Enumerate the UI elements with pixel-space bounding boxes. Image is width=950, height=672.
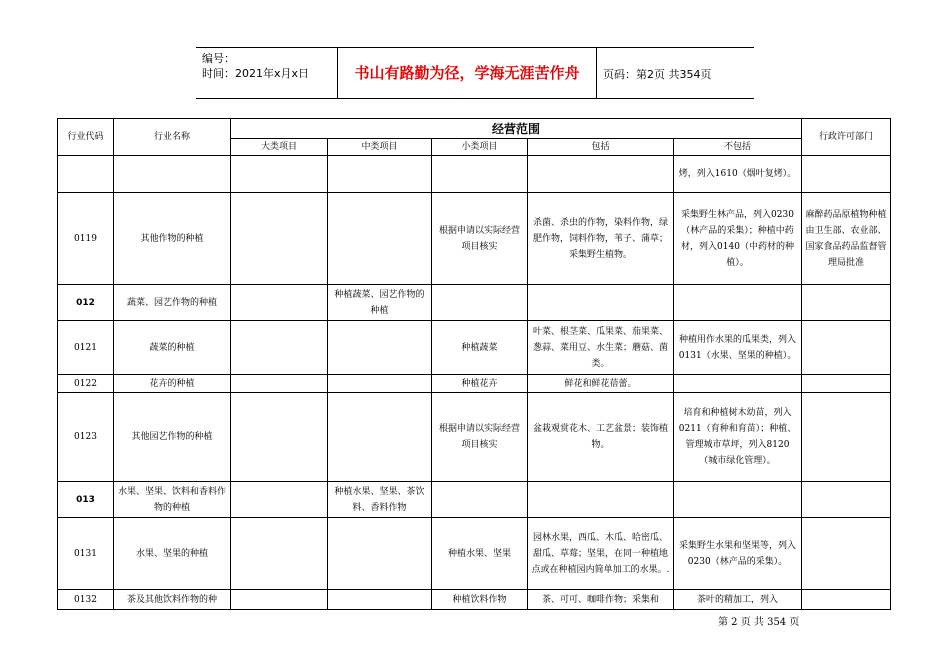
cell-large [231,156,328,193]
col-scope-header: 经营范围 [231,119,802,139]
cell-include: 杀菌、杀虫的作物，染料作物，绿肥作物，饲料作物，苇子、蒲草；采集野生植物。 [528,193,674,285]
cell-small: 种植水果、坚果 [432,518,528,590]
cell-exclude: 培育和种植树木幼苗，列入0211（育种和育苗）；种植、管理城市草坪，列入8120（城市绿化管理）。 [674,393,802,482]
col-code-header: 行业代码 [58,119,114,156]
cell-small: 种植花卉 [432,375,528,393]
cell-name: 水果、坚果的种植 [114,518,231,590]
sub-mid-header: 中类项目 [328,139,432,156]
cell-exclude: 采集野生林产品，列入0230（林产品的采集）；种植中药材，列入0140（中药材的种植）。 [674,193,802,285]
code-label: 编号： [202,52,235,65]
cell-mid [328,321,432,375]
header-info [202,51,338,81]
cell-exclude [674,375,802,393]
cell-exclude: 茶叶的精加工，列入 [674,590,802,610]
cell-exclude [674,482,802,518]
cell-name: 蔬菜、园艺作物的种植 [114,285,231,321]
cell-mid: 种植水果、坚果、茶饮料、香料作物 [328,482,432,518]
cell-large [231,285,328,321]
cell-small: 种植饮料作物 [432,590,528,610]
table-row [58,285,891,321]
cell-admin [802,518,891,590]
cell-large [231,590,328,610]
cell-include [528,285,674,321]
cell-name [114,156,231,193]
cell-name: 花卉的种植 [114,375,231,393]
cell-admin [802,393,891,482]
table-row [58,518,891,590]
table-row [58,193,891,285]
table-row [58,590,891,610]
cell-large [231,482,328,518]
cell-admin [802,590,891,610]
cell-mid [328,375,432,393]
cell-small [432,482,528,518]
page-header [196,47,754,99]
cell-large [231,518,328,590]
table-row [58,393,891,482]
cell-include [528,482,674,518]
cell-code: 0119 [58,193,114,285]
page-footer: 第 2 页 共 354 页 [718,617,800,628]
cell-admin [802,156,891,193]
cell-exclude [674,285,802,321]
cell-include: 茶、可可、咖啡作物；采集和 [528,590,674,610]
cell-mid [328,156,432,193]
cell-admin: 麻醉药品原植物种植由卫生部、农业部、国家食品药品监督管理局批准 [802,193,891,285]
cell-include: 叶菜、根茎菜、瓜果菜、茄果菜、葱蒜、菜用豆、水生菜；蘑菇、菌类。 [528,321,674,375]
cell-small: 种植蔬菜 [432,321,528,375]
cell-large [231,375,328,393]
table-row [58,156,891,193]
time-label: 时间：2021年x月x日 [202,67,310,80]
sub-small-header: 小类项目 [432,139,528,156]
sub-include-header: 包括 [528,139,674,156]
sub-large-header: 大类项目 [231,139,328,156]
table-row [58,375,891,393]
cell-admin [802,375,891,393]
cell-small [432,156,528,193]
cell-name: 茶及其他饮料作物的种 [114,590,231,610]
table-row [58,321,891,375]
cell-exclude: 烤，列入1610（烟叶复烤）。 [674,156,802,193]
cell-name: 其他作物的种植 [114,193,231,285]
motto: 书山有路勤为径，学海无涯苦作舟 [337,48,597,98]
cell-exclude: 种植用作水果的瓜果类，列入0131（水果、坚果的种植）。 [674,321,802,375]
cell-include: 园林水果，西瓜、木瓜、哈密瓜、甜瓜、草莓；坚果，在同一种植地点或在种植园内简单加工的水果。. [528,518,674,590]
cell-admin [802,482,891,518]
cell-small: 根据申请以实际经营项目核实 [432,193,528,285]
cell-code: 0122 [58,375,114,393]
cell-name: 其他园艺作物的种植 [114,393,231,482]
cell-code: 0131 [58,518,114,590]
industry-table [57,118,891,610]
page-label: 页码：第2页 共354页 [603,68,712,81]
cell-include: 鲜花和鲜花蓓蕾。 [528,375,674,393]
cell-large [231,321,328,375]
cell-code: 012 [58,285,114,321]
cell-mid [328,393,432,482]
cell-include: 盆栽观赏花木、工艺盆景；装饰植物。 [528,393,674,482]
cell-code [58,156,114,193]
cell-name: 水果、坚果、饮料和香料作物的种植 [114,482,231,518]
cell-name: 蔬菜的种植 [114,321,231,375]
cell-mid [328,590,432,610]
table-row [58,482,891,518]
cell-admin [802,285,891,321]
cell-include [528,156,674,193]
col-name-header: 行业名称 [114,119,231,156]
cell-mid [328,193,432,285]
cell-mid [328,518,432,590]
col-admin-header: 行政许可部门 [802,119,891,156]
cell-large [231,193,328,285]
cell-small [432,285,528,321]
cell-exclude: 采集野生水果和坚果等，列入0230（林产品的采集）。 [674,518,802,590]
cell-code: 013 [58,482,114,518]
cell-code: 0121 [58,321,114,375]
cell-small: 根据申请以实际经营项目核实 [432,393,528,482]
cell-code: 0123 [58,393,114,482]
cell-code: 0132 [58,590,114,610]
cell-mid: 种植蔬菜、园艺作物的种植 [328,285,432,321]
cell-large [231,393,328,482]
cell-admin [802,321,891,375]
sub-exclude-header: 不包括 [674,139,802,156]
